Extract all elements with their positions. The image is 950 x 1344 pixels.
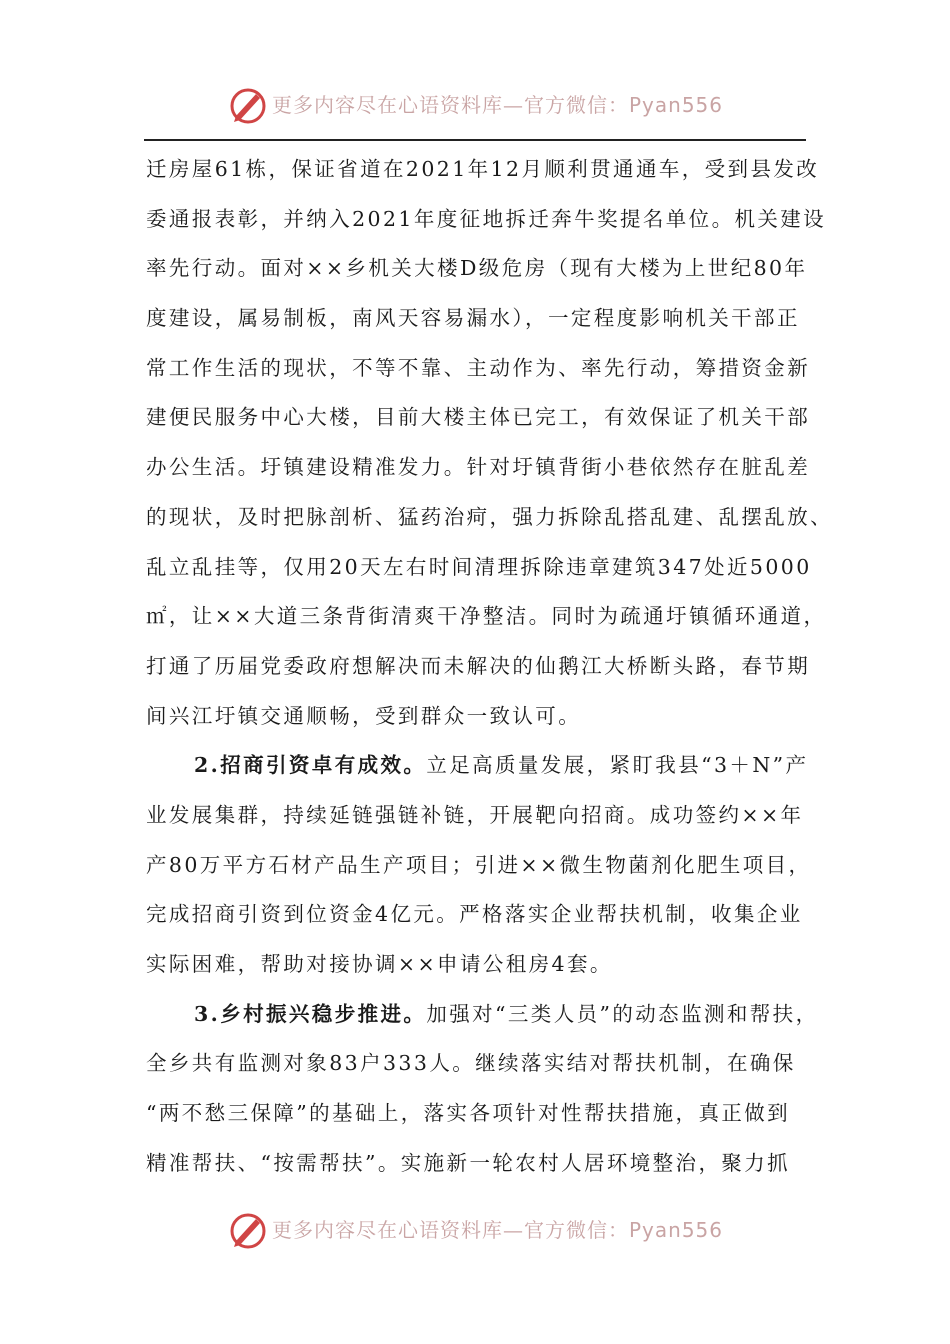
footer-banner: [0, 1207, 950, 1253]
document-body: [146, 145, 833, 1188]
section-3-intro: 加强对“三类人员”的动态监测和帮扶，: [426, 1001, 819, 1026]
header-divider: [144, 139, 806, 141]
body-line: 的现状，及时把脉剖析、猛药治疴，强力拆除乱搭乱建、乱摆乱放、: [146, 504, 833, 529]
header-banner: [0, 82, 950, 128]
body-line: ㎡，让××大道三条背街清爽干净整洁。同时为疏通圩镇循环通道，: [146, 604, 827, 629]
body-line: 实际困难，帮助对接协调××申请公租房4套。: [146, 952, 613, 976]
footer-banner-wechat: Pyan556: [629, 1218, 724, 1242]
section-3-heading: 3.乡村振兴稳步推进。: [194, 1001, 427, 1026]
body-line: 精准帮扶、“按需帮扶”。实施新一轮农村人居环境整治，聚力抓: [146, 1150, 791, 1175]
pen-logo-icon: [228, 1211, 268, 1251]
body-line: 间兴江圩镇交通顺畅，受到群众一致认可。: [146, 703, 582, 728]
body-line: “两不愁三保障”的基础上，落实各项针对性帮扶措施，真正做到: [146, 1101, 791, 1126]
section-3-first-line: [146, 990, 819, 1040]
header-banner-wechat: Pyan556: [629, 93, 724, 117]
body-line: 率先行动。面对××乡机关大楼D级危房（现有大楼为上世纪80年: [146, 256, 808, 281]
body-line: 常工作生活的现状，不等不靠、主动作为、率先行动，筹措资金新: [146, 355, 811, 380]
section-2-first-line: [146, 741, 810, 791]
header-banner-text: 更多内容尽在心语资料库—官方微信：: [272, 93, 629, 117]
pen-logo-icon: [228, 86, 268, 126]
section-2-intro: 立足高质量发展，紧盯我县“3＋N”产: [426, 753, 809, 778]
body-line: 建便民服务中心大楼，目前大楼主体已完工，有效保证了机关干部: [146, 405, 811, 430]
body-line: 完成招商引资到位资金4亿元。严格落实企业帮扶机制，收集企业: [146, 902, 803, 927]
body-line: 全乡共有监测对象83户333人。继续落实结对帮扶机制，在确保: [146, 1051, 796, 1076]
body-line: 办公生活。圩镇建设精准发力。针对圩镇背街小巷依然存在脏乱差: [146, 455, 811, 480]
body-line: 产80万平方石材产品生产项目；引进××微生物菌剂化肥生项目，: [146, 852, 812, 877]
footer-banner-text: 更多内容尽在心语资料库—官方微信：: [272, 1218, 629, 1242]
body-line: 迁房屋61栋，保证省道在2021年12月顺利贯通通车，受到县发改: [146, 157, 820, 181]
body-line: 度建设，属易制板，南风天容易漏水），一定程度影响机关干部正: [146, 306, 800, 331]
body-line: 打通了历届党委政府想解决而未解决的仙鹅江大桥断头路，春节期: [146, 653, 811, 678]
body-line: 业发展集群，持续延链强链补链，开展靶向招商。成功签约××年: [146, 802, 804, 827]
section-2-heading: 2.招商引资卓有成效。: [194, 753, 427, 778]
body-line: 乱立乱挂等，仅用20天左右时间清理拆除违章建筑347处近5000: [146, 554, 812, 579]
body-line: 委通报表彰，并纳入2021年度征地拆迁奔牛奖提名单位。机关建设: [146, 206, 827, 231]
